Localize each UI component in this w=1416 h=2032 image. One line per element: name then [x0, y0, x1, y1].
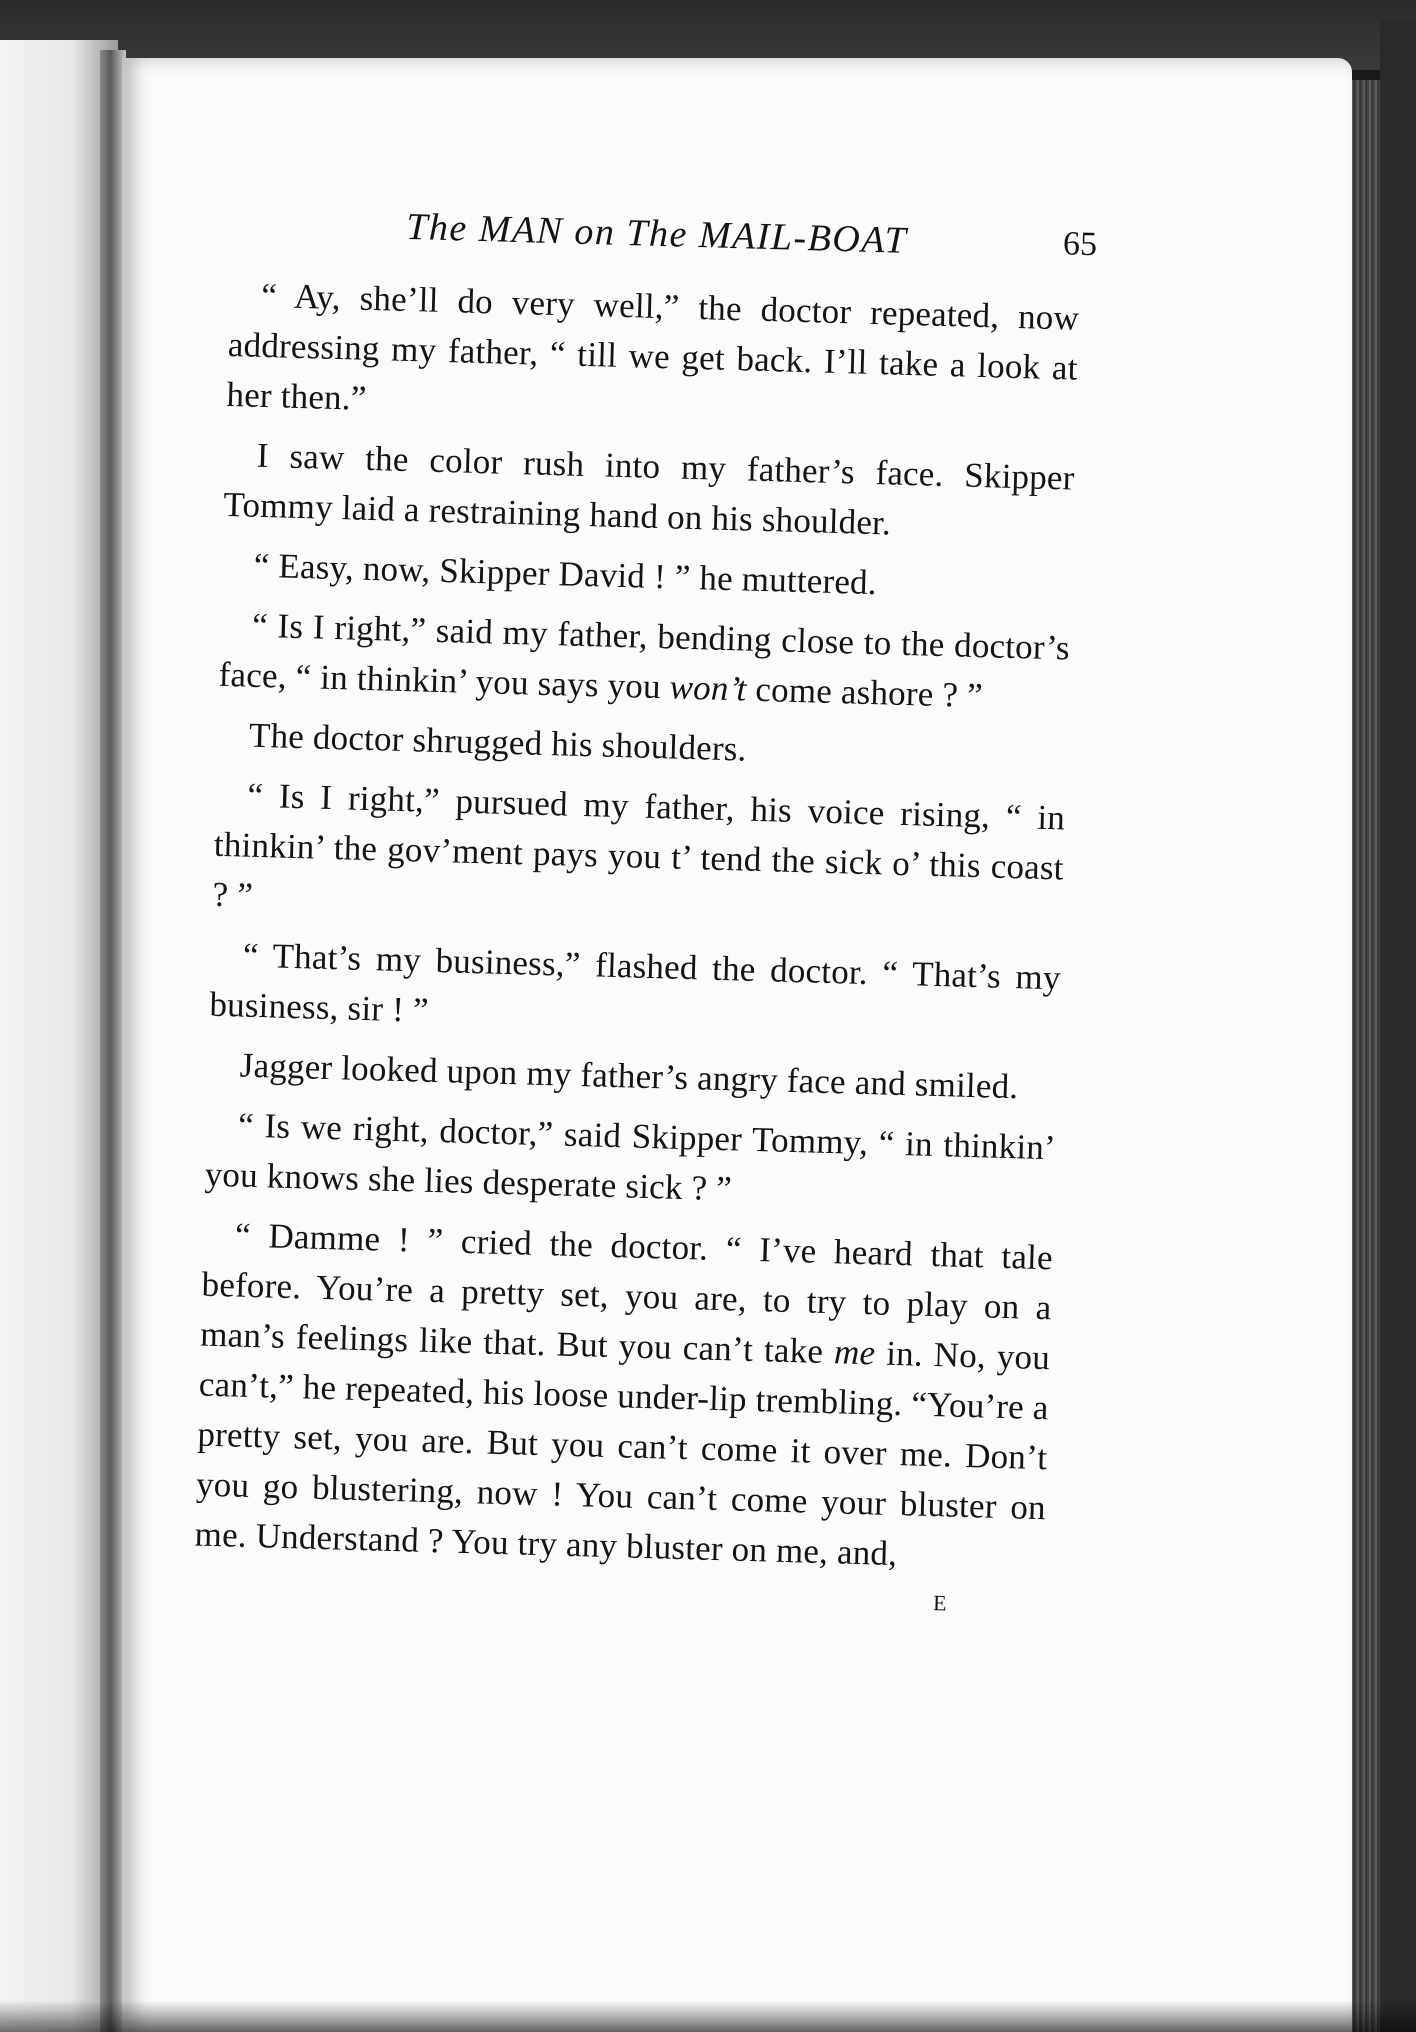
paragraph-5: The doctor shrugged his shoulders. — [248, 715, 748, 769]
page-text-block — [194, 200, 1098, 1616]
paragraph-4-before: “ Is I right,” said my father, bending close to the doctor’s face, “ in thinkin’ you says you — [218, 605, 1071, 707]
paragraph-4-emphasis: won’t — [669, 667, 748, 709]
paragraph-4 — [218, 600, 1070, 724]
paragraph-2: I saw the color rush into my father’s face. Skipper Tommy laid a restraining hand on his shoulder. — [222, 435, 1076, 543]
scan-bottom-shadow — [0, 2000, 1416, 2032]
paragraph-7: “ That’s my business,” flashed the doctor. “ That’s my business, sir ! ” — [208, 935, 1062, 1030]
paragraph-3: “ Easy, now, Skipper David ! ” he muttered. — [253, 545, 878, 603]
paragraph-6: “ Is I right,” pursued my father, his voice rising, “ in thinkin’ the gov’ment pays you t’ tend the sick o’ this coast ? ” — [212, 775, 1066, 915]
paragraph-10-before: “ Damme ! ” cried the doctor. “ I’ve heard that tale before. You’re a pretty set, you are, to try to play on a man’s feelings like that. But you can’t take — [199, 1215, 1054, 1372]
running-head-title: The MAN on The MAIL-BOAT — [405, 205, 908, 262]
signature-mark: E — [932, 1590, 948, 1616]
paragraph-1: “ Ay, she’ll do very well,” the doctor repeated, now addressing my father, “ till we get back. I’ll take a look at her then.” — [226, 275, 1080, 418]
book-cover-edge — [1380, 20, 1416, 2032]
page-number: 65 — [1062, 225, 1098, 264]
paragraph-9: “ Is we right, doctor,” said Skipper Tommy, “ in thinkin’ you knows she lies desperate sick ? ” — [204, 1105, 1057, 1209]
paragraph-4-after: come ashore ? ” — [745, 669, 984, 716]
paragraph-10-after: in. No, you can’t,” he repeated, his loose under-lip trembling. “You’re a pretty set, you are. But you can’t come it over me. Don’t you go blustering, now ! You can’t come your bluster on me. Understand ? You try any bluster on me, and, — [194, 1333, 1051, 1574]
paragraph-10-emphasis: me — [833, 1332, 876, 1373]
paragraph-8: Jagger looked upon my father’s angry face and smiled. — [239, 1045, 1019, 1107]
paragraph-10 — [194, 1210, 1053, 1584]
